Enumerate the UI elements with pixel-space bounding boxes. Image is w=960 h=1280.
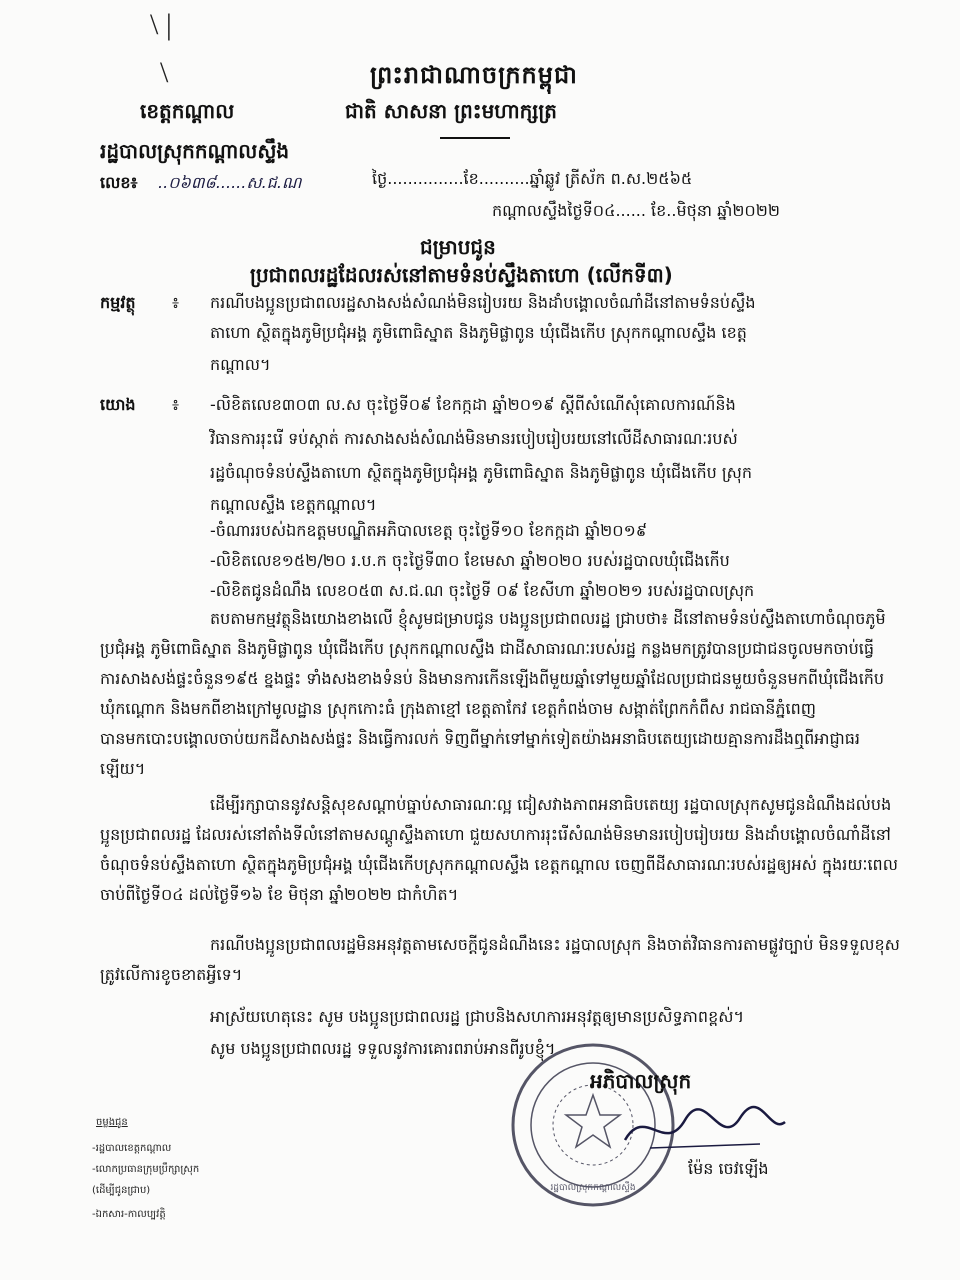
cc-item-2: -លោកប្រធានក្រុមប្រឹក្សាស្រុក [92,1164,200,1175]
cc-title: ចម្លងជូន [96,1117,128,1128]
signatory-position: អភិបាលស្រុក [590,1069,692,1093]
reference-label: យោង [100,395,136,414]
corner-mark-top: \ | [150,8,172,41]
national-motto: ជាតិ សាសនា ព្រះមហាក្សត្រ [345,99,557,123]
seal-text: រដ្ឋបាលស្រុកកណ្ដាលស្ទឹង [550,1183,636,1193]
lunar-date: ថ្ងៃ...............ខែ..........ឆ្នាំឆ្លូវ ត្រីស័ក ព.ស.២៥៦៥ [372,169,693,188]
reference-line-4: កណ្តាលស្ទឹង ខេត្តកណ្តាល។ [210,495,377,514]
reference-line-6: -លិខិតលេខ១៥២/២០ រ.ប.ក ចុះថ្ងៃទី៣០ ខែមេសា ឆ្នាំ២០២០ របស់រដ្ឋបាលឃុំជើងកើប [210,551,730,570]
letter-number-label: លេខ៖ [100,173,138,192]
reference-line-5: -ចំណាររបស់ឯកឧត្តមបណ្ឌិតអភិបាលខេត្ត ចុះថ្ងៃទី១០ ខែកក្កដា ឆ្នាំ២០១៩ [210,521,648,540]
closing-line-2: សូម បងប្អូនប្រជាពលរដ្ឋ ទទួលនូវការគោរពរាប់អានពីរូបខ្ញុំ។ [210,1039,556,1058]
signatory-name: ម៉ែន ចេវឡើង [688,1159,769,1178]
body-paragraph-1: តបតាមកម្មវត្ថុនិងយោងខាងលើ ខ្ញុំសូមជម្រាបជូន បងប្អូនប្រជាពលរដ្ឋ ជ្រាបថា៖ ដីនៅតាមទំនប់ស្ទឹងតាហោចំណុចភូមិប្រជុំអង្គ ភូមិពោធិស្នាត និងភូមិផ្លាពូន ឃុំជើងកើប ស្រុកកណ្តាលស្ទឹង ជាដីសាធារណៈរបស់រដ្ឋ កន្លងមកត្រូវបានប្រជាជនចូលមកចាប់ធ្វើការសាងសង់ផ្ទះចំនួន១៩៥ ខ្នងផ្ទះ ទាំងសងខាងទំនប់ និងមានការកើនឡើងពីមួយឆ្នាំទៅមួយឆ្នាំដែលប្រជាជនមួយចំនួនមកពីឃុំជើងកើប ឃុំកណ្តោក និងមកពីខាងក្រៅមូលដ្ឋាន ស្រុកកោះធំ ក្រុងតាខ្មៅ ខេត្តតាកែវ ខេត្តកំពង់ចាម សង្កាត់ព្រែកកំពឹស រាជធានីភ្នំពេញ បានមកបោះបង្គោលចាប់យកដីសាងសង់ផ្ទះ និងធ្វើការលក់ ទិញពីម្នាក់ទៅម្នាក់ទៀតយ៉ាងអនាធិបតេយ្យដោយគ្មានការដឹងឮពីអាជ្ញាធរឡើយ។ [100,609,886,778]
corner-mark-left: \ [160,56,169,89]
subject-line-3: កណ្តាល។ [210,355,271,374]
province-label: ខេត្តកណ្ដាល [140,99,235,123]
handwritten-signature-icon [620,1100,790,1160]
reference-line-2: វិធានការរុះរើ ទប់ស្កាត់ ការសាងសង់សំណង់មិនមានរបៀបរៀបរយនៅលើដីសាធារណៈរបស់ [210,429,738,448]
notice-title: ជម្រាបជូន [420,235,496,259]
district-admin-label: រដ្ឋបាលស្រុកកណ្ដាលស្ទឹង [100,139,290,163]
notice-subtitle: ប្រជាពលរដ្ឋដែលរស់នៅតាមទំនប់ស្ទឹងតាហោ (លើកទី៣) [250,263,673,287]
letter-number-value: ..០៦៣៨......ស.ជ.ណ [158,173,302,192]
subject-colon: ៖ [172,293,180,312]
subject-line-1: ករណីបងប្អូនប្រជាពលរដ្ឋសាងសង់សំណង់មិនរៀបរយ និងដាំបង្គោលចំណាំដីនៅតាមទំនប់ស្ទឹង [210,293,756,312]
reference-colon: ៖ [172,395,180,414]
reference-line-3: រដ្ឋចំណុចទំនប់ស្ទឹងតាហោ ស្ថិតក្នុងភូមិប្រជុំអង្គ ភូមិពោធិស្នាត និងភូមិផ្លាពូន ឃុំជើងកើប ស្រុក [210,463,752,482]
solar-date: កណ្តាលស្ទឹងថ្ងៃទី០៤...... ខែ..មិថុនា ឆ្នាំ២០២២ [492,201,780,220]
motto-divider [440,137,510,139]
reference-line-1: -លិខិតលេខ៣០៣ ល.ស ចុះថ្ងៃទី០៩ ខែកក្កដា ឆ្នាំ២០១៩ ស្តីពីសំណើសុំគោលការណ៍និង [210,395,736,414]
closing-line-1: អាស្រ័យហេតុនេះ សូម បងប្អូនប្រជាពលរដ្ឋ ជ្រាបនិងសហការអនុវត្តឲ្យមានប្រសិទ្ធភាពខ្ពស់។ [210,1007,745,1026]
subject-label: កម្មវត្ថុ [100,293,136,312]
cc-item-1: -រដ្ឋបាលខេត្តកណ្ដាល [92,1143,172,1154]
kingdom-title: ព្រះរាជាណាចក្រកម្ពុជា [370,61,578,89]
cc-item-4: -ឯកសារ-កាលប្បវត្តិ [92,1209,166,1220]
body-paragraph-3: ករណីបងប្អូនប្រជាពលរដ្ឋមិនអនុវត្តតាមសេចក្តីជូនដំណឹងនេះ រដ្ឋបាលស្រុក និងចាត់វិធានការតាមផ្លូវច្បាប់ មិនទទួលខុសត្រូវលើការខូចខាតអ្វីទេ។ [100,935,900,984]
body-paragraph-2: ដើម្បីរក្សាបាននូវសន្តិសុខសណ្តាប់ធ្នាប់សាធារណៈល្អ ជៀសវាងភាពអនាធិបតេយ្យ រដ្ឋបាលស្រុកសូមជូនដំណឹងដល់បងប្អូនប្រជាពលរដ្ឋ ដែលរស់នៅតាំងទីលំនៅតាមសណ្តូស្ទឹងតាហោ ជួយសហការរុះរើសំណង់មិនមានរបៀបរៀបរយ និងដាំបង្គោលចំណាំដីនៅចំណុចទំនប់ស្ទឹងតាហោ ស្ថិតក្នុងភូមិប្រជុំអង្គ ឃុំជើងកើបស្រុកកណ្តាលស្ទឹង ខេត្តកណ្តាល ចេញពីដីសាធារណៈរបស់រដ្ឋឲ្យអស់ ក្នុងរយៈពេល ចាប់ពីថ្ងៃទី០៤ ដល់ថ្ងៃទី១៦ ខែ មិថុនា ឆ្នាំ២០២២ ជាកំហិត។ [100,795,898,904]
reference-line-7: -លិខិតជូនដំណឹង លេខ០៥៣ ស.ជ.ណ ចុះថ្ងៃទី ០៩ ខែសីហា ឆ្នាំ២០២១ របស់រដ្ឋបាលស្រុក [210,581,755,600]
cc-item-3: (ដើម្បីជូនជ្រាប) [92,1185,151,1196]
subject-line-2: តាហោ ស្ថិតក្នុងភូមិប្រជុំអង្គ ភូមិពោធិស្នាត និងភូមិផ្លាពូន ឃុំជើងកើប ស្រុកកណ្តាលស្ទឹង ខេត្ត [210,323,747,342]
